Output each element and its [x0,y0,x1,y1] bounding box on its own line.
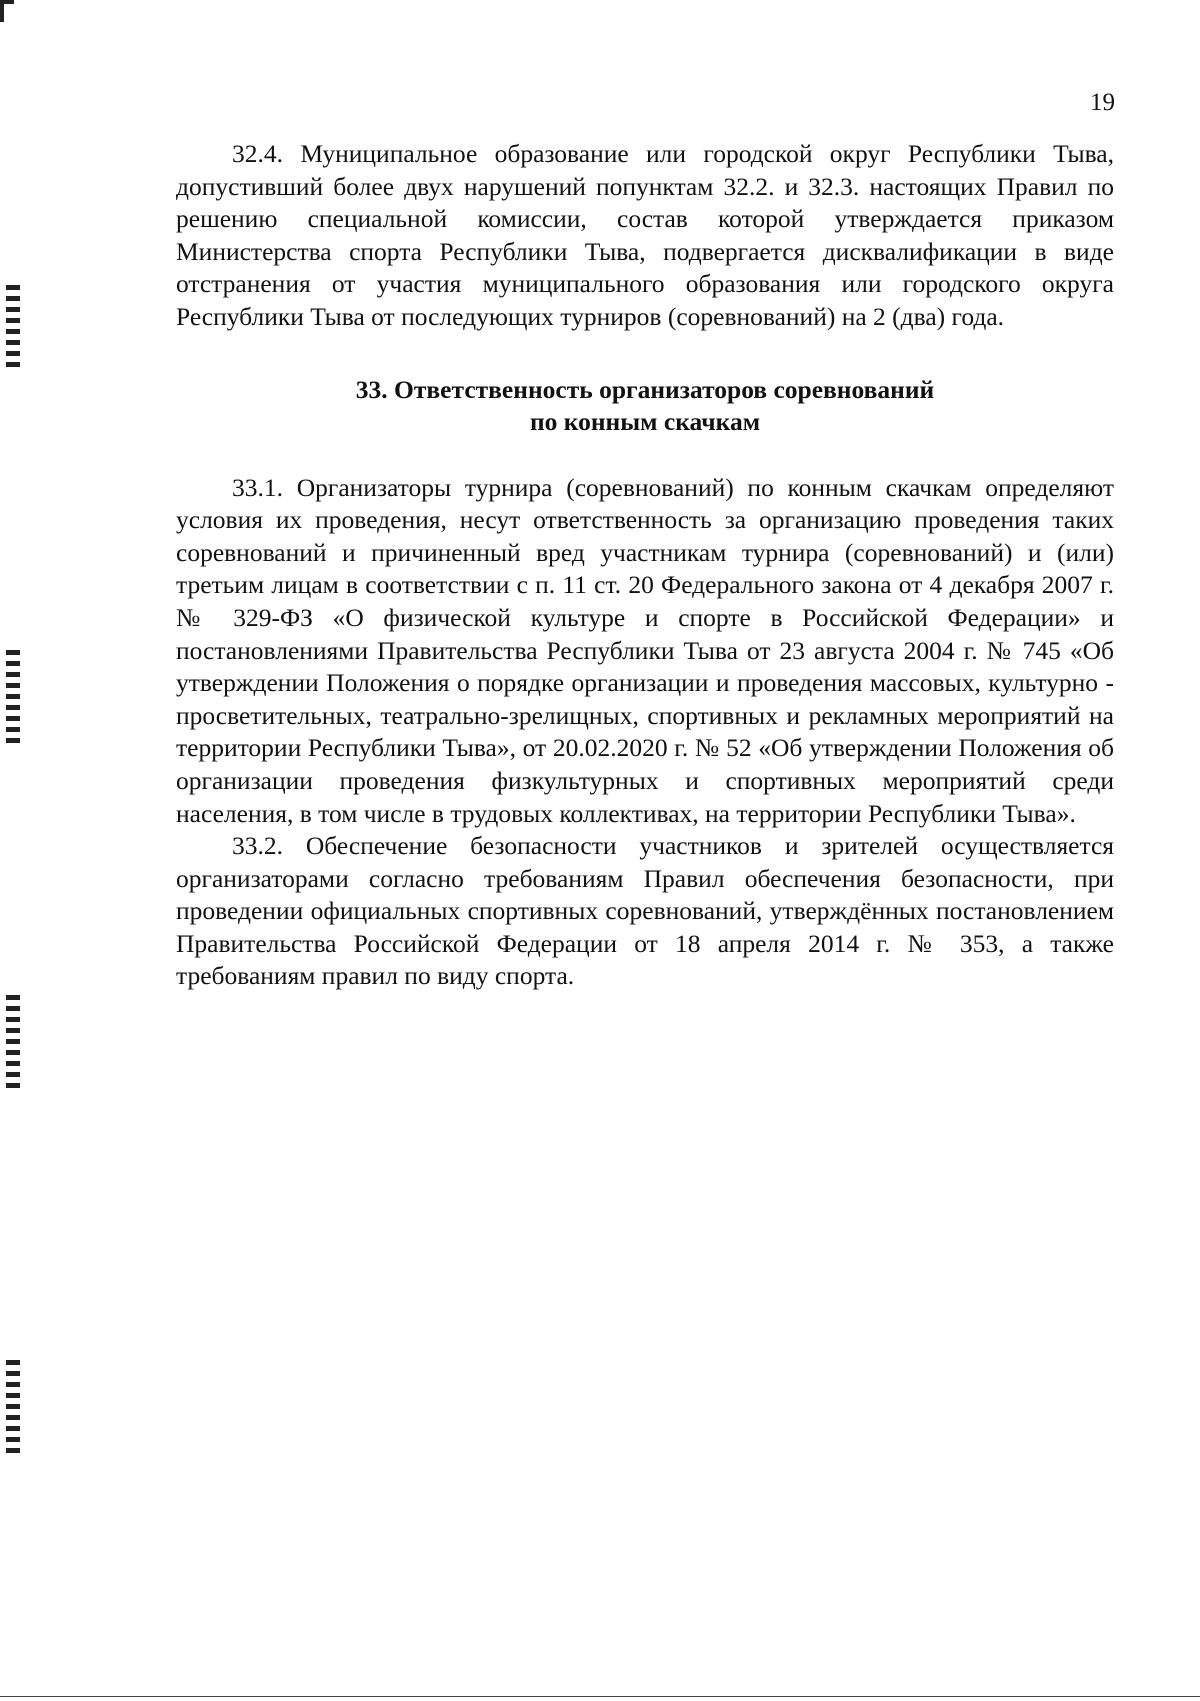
paragraph-33-1: 33.1. Организаторы турнира (соревнований) по конным скачкам определяют условия их проведения, несут ответственность за организацию проведения таких соревнований и причиненный вред участникам турнира (соревнований) и (или) третьим лицам в соответствии с п. 11 ст. 20 Федерального закона от 4 декабря 2007 г. № 329-ФЗ «О физической культуре и спорте в Российской Федерации» и постановлениями Правительства Республики Тыва от 23 августа 2004 г. № 745 «Об утверждении Положения о порядке организации и проведения массовых, культурно - просветительных, театрально-зрелищных, спортивных и рекламных мероприятий на территории Республики Тыва», от 20.02.2020 г. № 52 «Об утверждении Положения об организации проведения физкультурных и спортивных мероприятий среди населения, в том числе в трудовых коллективах, на территории Республики Тыва». [176,472,1114,828]
scan-corner-mark [0,0,14,22]
scan-binding-marks [6,1360,20,1459]
scan-binding-marks [6,650,20,749]
paragraph-32-4: 32.4. Муниципальное образование или городской округ Республики Тыва, допустивший более двух нарушений попунктам 32.2. и 32.3. настоящих Правил по решению специальной комиссии, состав которой утверждается приказом Министерства спорта Республики Тыва, подвергается дисквалификации в виде отстранения от участия муниципального образования или городского округа Республики Тыва от последующих турниров (соревнований) на 2 (два) года. [176,139,1114,331]
scan-binding-marks [6,285,20,373]
paragraph-33-2: 33.2. Обеспечение безопасности участников и зрителей осуществляется организаторами согласно требованиям Правил обеспечения безопасности, при проведении официальных спортивных соревнований, утверждённых постановлением Правительства Российской Федерации от 18 апреля 2014 г. № 353, а также требованиям правил по виду спорта. [176,831,1114,991]
section-heading-line-2: по конным скачкам [529,406,761,436]
page-number: 19 [1090,89,1115,116]
section-heading-33 [176,374,1114,438]
scan-bottom-edge-line [0,1696,1200,1697]
document-body [176,138,1114,993]
scan-binding-marks [6,995,20,1094]
section-heading-line-1: 33. Ответственность организаторов соревнований [355,374,935,404]
